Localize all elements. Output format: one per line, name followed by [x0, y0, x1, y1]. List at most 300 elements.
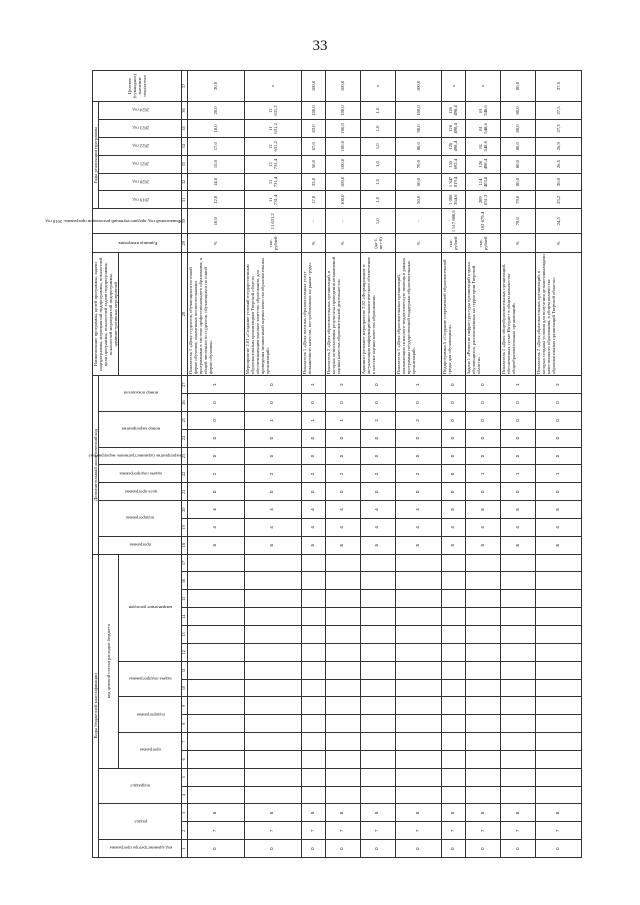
code-cell	[465, 590, 500, 608]
row-unit: %	[187, 234, 244, 253]
code-cell	[536, 554, 582, 572]
code-cell: 0	[360, 483, 395, 501]
row-year-value: 100,0	[325, 173, 360, 191]
code-cell: 0	[465, 394, 500, 412]
table-row	[360, 71, 395, 858]
code-cell	[536, 572, 582, 590]
row-year-value: 155 692,4	[441, 155, 465, 173]
column-number: 14	[182, 608, 188, 626]
code-cell: 5	[441, 536, 465, 554]
row-fin-year: 11 631,2	[244, 209, 301, 234]
header-group-activity: Дополнительный аналитический код	[93, 376, 99, 554]
code-cell	[501, 590, 536, 608]
code-cell: 2	[360, 411, 395, 429]
row-year-value: 33,0	[301, 173, 325, 191]
code-cell	[244, 608, 301, 626]
code-cell	[360, 554, 395, 572]
code-cell: 1	[301, 376, 325, 394]
row-target: х	[244, 71, 301, 102]
code-cell: 5	[465, 501, 500, 519]
code-cell: 4	[501, 518, 536, 536]
code-cell	[301, 768, 325, 786]
code-cell: 1	[244, 411, 301, 429]
code-cell: 0	[501, 394, 536, 412]
row-year-value: 20,0	[187, 102, 244, 120]
code-cell	[501, 661, 536, 679]
code-cell	[501, 554, 536, 572]
code-cell: 0	[244, 840, 301, 858]
code-cell	[395, 768, 441, 786]
code-cell: 0	[465, 376, 500, 394]
code-cell: 0	[441, 447, 465, 465]
row-year-value: 1,0	[360, 191, 395, 209]
code-cell: 4	[244, 518, 301, 536]
code-cell	[441, 697, 465, 715]
code-cell	[441, 572, 465, 590]
code-cell: 0	[536, 483, 582, 501]
row-name: Подпрограмма 5 «Создание современной образовательной среды для обучающихся»	[441, 253, 465, 376]
code-cell	[501, 768, 536, 786]
row-year-value: 11 631,2	[244, 137, 301, 155]
code-cell	[360, 643, 395, 661]
column-number: 9	[182, 697, 188, 715]
row-fin-year: -	[395, 209, 441, 234]
code-cell: 5	[395, 804, 441, 822]
row-unit: %	[301, 234, 325, 253]
code-cell	[501, 608, 536, 626]
row-year-value: 70,0	[395, 155, 441, 173]
code-cell	[360, 626, 395, 644]
code-cell	[187, 733, 244, 751]
header-indicator-no: номер показателя	[99, 376, 182, 412]
row-year-value: 1 347 819,4	[441, 173, 465, 191]
code-cell: 0	[244, 447, 301, 465]
table-body	[187, 71, 581, 858]
code-cell	[501, 643, 536, 661]
table-row	[325, 71, 360, 858]
code-cell: 1	[501, 376, 536, 394]
row-year-value: 11 731,4	[244, 191, 301, 209]
code-cell	[244, 786, 301, 804]
code-cell	[244, 697, 301, 715]
row-year-value: 11 631,2	[244, 102, 301, 120]
row-year-value: 26,9	[536, 137, 582, 155]
header-admin: код администратора программы	[99, 840, 182, 858]
row-target: 27,5	[536, 71, 582, 102]
code-cell	[360, 768, 395, 786]
row-name: Административное мероприятие 2.02 «Формирование и актуализация информационно-аналитического обеспечения в системе оценки качества образования»	[360, 253, 395, 376]
code-cell: 4	[244, 501, 301, 519]
column-number: 35	[182, 120, 188, 138]
column-number: 31	[182, 191, 188, 209]
code-cell: 5	[395, 536, 441, 554]
code-cell	[465, 643, 500, 661]
row-name: Показатель 2 «Доля образовательных организаций, в которых использованы результаты проведения независимой оценки качества образовательной деятельности»	[325, 253, 360, 376]
row-year-value: 80,0	[501, 120, 536, 138]
code-cell	[244, 733, 301, 751]
code-cell: 2	[187, 465, 244, 483]
column-number: 7	[182, 733, 188, 751]
row-year-value: 17,0	[187, 137, 244, 155]
code-cell: 4	[536, 518, 582, 536]
row-target: х	[360, 71, 395, 102]
row-year-value: 67,0	[301, 137, 325, 155]
code-cell	[360, 750, 395, 768]
code-cell: 5	[325, 536, 360, 554]
column-number: 24	[182, 429, 188, 447]
header-goal: цель программы	[99, 483, 182, 501]
code-cell	[244, 554, 301, 572]
code-cell	[501, 679, 536, 697]
row-year-value: 100,0	[325, 155, 360, 173]
code-cell	[244, 679, 301, 697]
code-cell: 4	[395, 518, 441, 536]
column-number: 20	[182, 501, 188, 519]
column-number: 1	[182, 840, 188, 858]
code-cell: 0	[441, 376, 465, 394]
code-cell: 4	[187, 518, 244, 536]
code-cell: 4	[465, 518, 500, 536]
code-cell	[441, 590, 465, 608]
code-cell	[441, 554, 465, 572]
code-cell	[360, 661, 395, 679]
code-cell: 2	[536, 376, 582, 394]
code-cell	[325, 643, 360, 661]
code-cell: 0	[395, 429, 441, 447]
row-year-value: 14,0	[187, 173, 244, 191]
row-name: Показатель 1 «Доля образовательных организаций, оказывающих психолого-педагогическую помощь в рамках программы государственной поддержки образовательных организаций»	[395, 253, 441, 376]
code-cell	[360, 572, 395, 590]
code-cell	[395, 679, 441, 697]
code-cell: 1	[325, 411, 360, 429]
code-cell: 4	[325, 518, 360, 536]
code-cell	[501, 626, 536, 644]
code-cell: 4	[187, 501, 244, 519]
row-fin-year: 1,0	[360, 209, 395, 234]
row-year-value: 80,0	[501, 155, 536, 173]
code-cell: 0	[187, 429, 244, 447]
code-cell: 5	[325, 804, 360, 822]
code-cell: 5	[536, 536, 582, 554]
code-cell: 0	[441, 411, 465, 429]
table-row	[301, 71, 325, 858]
row-year-value: 26,5	[536, 155, 582, 173]
code-cell	[536, 643, 582, 661]
code-cell	[187, 572, 244, 590]
code-cell: 0	[360, 840, 395, 858]
code-cell	[325, 661, 360, 679]
column-number: 22	[182, 465, 188, 483]
code-cell	[325, 750, 360, 768]
code-cell	[395, 643, 441, 661]
code-cell: 5	[360, 536, 395, 554]
header-section: раздел	[99, 804, 182, 840]
code-cell: 5	[441, 804, 465, 822]
code-cell: 5	[536, 804, 582, 822]
code-cell: 0	[187, 483, 244, 501]
row-unit: тыс. рублей	[244, 234, 301, 253]
code-cell	[244, 590, 301, 608]
header-measure: мероприятие (административное мероприятие)	[99, 447, 182, 465]
code-cell	[325, 697, 360, 715]
code-cell: 4	[301, 518, 325, 536]
code-cell	[187, 554, 244, 572]
code-cell: 2	[325, 376, 360, 394]
code-cell	[395, 750, 441, 768]
column-number: 3	[182, 804, 188, 822]
code-cell: 0	[536, 429, 582, 447]
code-cell	[301, 733, 325, 751]
code-cell	[301, 554, 325, 572]
row-year-value: 50,0	[301, 155, 325, 173]
code-cell	[441, 608, 465, 626]
code-cell: 5	[187, 804, 244, 822]
code-cell: 7	[360, 822, 395, 840]
row-name: Показатель 1 «Доля общеобразовательных организаций, обеспеченных сетью Интернет в общем количестве общеобразовательных организаций»	[501, 253, 536, 376]
code-cell: 5	[244, 804, 301, 822]
row-year-value: 12,0	[187, 191, 244, 209]
code-cell: 0	[501, 411, 536, 429]
code-cell	[395, 715, 441, 733]
row-year-value: 114 403,8	[465, 173, 500, 191]
code-cell	[301, 590, 325, 608]
code-cell	[536, 697, 582, 715]
row-year-value: 80,0	[395, 137, 441, 155]
code-cell: 0	[536, 447, 582, 465]
code-cell: 4	[360, 518, 395, 536]
row-year-value: 11 631,2	[244, 120, 301, 138]
row-year-value: 79,0	[501, 191, 536, 209]
row-year-value: 80,0	[501, 173, 536, 191]
code-cell: 7	[244, 822, 301, 840]
code-cell: 0	[465, 447, 500, 465]
code-cell	[536, 715, 582, 733]
code-cell: 0	[325, 483, 360, 501]
code-cell: 1	[536, 465, 582, 483]
code-cell: 5	[244, 536, 301, 554]
code-cell: 2	[325, 465, 360, 483]
code-cell	[465, 679, 500, 697]
code-cell: 1	[501, 465, 536, 483]
code-cell: 0	[301, 840, 325, 858]
code-cell	[325, 715, 360, 733]
row-unit: (да-1, нет-0)	[360, 234, 395, 253]
row-year-value: 17,0	[301, 191, 325, 209]
code-cell: 7	[395, 822, 441, 840]
code-cell: 7	[536, 822, 582, 840]
code-cell	[244, 626, 301, 644]
code-cell	[244, 768, 301, 786]
code-cell	[441, 626, 465, 644]
row-fin-year: 10,0	[187, 209, 244, 234]
code-cell: 7	[465, 822, 500, 840]
row-unit: тыс. рублей	[465, 234, 500, 253]
code-cell: 0	[465, 411, 500, 429]
row-target: х	[465, 71, 500, 102]
row-year-value: 100,0	[301, 102, 325, 120]
code-cell	[325, 554, 360, 572]
code-cell: 0	[301, 394, 325, 412]
column-number: 6	[182, 750, 188, 768]
code-cell	[395, 786, 441, 804]
row-year-value: 126 498,4	[441, 120, 465, 138]
column-number: 25	[182, 411, 188, 429]
code-cell: 0	[187, 840, 244, 858]
code-cell: 5	[465, 536, 500, 554]
code-cell	[187, 786, 244, 804]
code-cell: 0	[325, 429, 360, 447]
column-number: 5	[182, 768, 188, 786]
column-number: 23	[182, 447, 188, 465]
code-cell: 5	[501, 536, 536, 554]
code-cell: 1	[395, 376, 441, 394]
code-cell: 5	[501, 804, 536, 822]
code-cell: 0	[325, 447, 360, 465]
code-cell	[325, 608, 360, 626]
column-number: 10	[182, 679, 188, 697]
code-cell: 7	[441, 822, 465, 840]
row-year-value: 18,0	[187, 120, 244, 138]
column-number: 12	[182, 643, 188, 661]
code-cell: 0	[465, 840, 500, 858]
table-row	[501, 71, 536, 858]
code-cell	[536, 768, 582, 786]
row-year-value: 11 731,4	[244, 155, 301, 173]
row-name: Показатель 2 «Доля образовательных организаций, в которых созданы условия для получения детьми-инвалидами качественного образования, в общем количестве образовательных организаций Тверской области»	[536, 253, 582, 376]
code-cell	[501, 715, 536, 733]
header-program: программа	[99, 536, 182, 554]
header-row-sub	[99, 71, 119, 858]
row-year-value: 25,2	[536, 191, 582, 209]
code-cell: 2	[360, 465, 395, 483]
code-cell: 0	[536, 840, 582, 858]
table-row	[536, 71, 582, 858]
code-cell	[465, 768, 500, 786]
code-cell: 0	[441, 840, 465, 858]
code-cell: 1	[187, 376, 244, 394]
code-cell: 0	[244, 429, 301, 447]
code-cell	[187, 750, 244, 768]
code-cell	[465, 733, 500, 751]
code-cell: 0	[465, 429, 500, 447]
row-year-value: 81 548,6	[465, 120, 500, 138]
code-cell	[501, 572, 536, 590]
row-fin-year: 162 679,4	[465, 209, 500, 234]
code-cell	[465, 626, 500, 644]
column-number: 34	[182, 137, 188, 155]
row-year-value: 83,0	[301, 120, 325, 138]
rotated-program-table	[45, 70, 568, 858]
code-cell	[501, 733, 536, 751]
code-cell	[441, 768, 465, 786]
header-col-expense: направление расходов	[119, 554, 182, 661]
code-cell: 0	[395, 483, 441, 501]
code-cell	[301, 626, 325, 644]
row-year-value: 81 548,6	[465, 102, 500, 120]
code-cell: 0	[187, 447, 244, 465]
code-cell	[244, 715, 301, 733]
code-cell	[465, 697, 500, 715]
code-cell: 0	[465, 483, 500, 501]
code-cell: 5	[187, 536, 244, 554]
code-cell: 0	[395, 840, 441, 858]
code-cell: 2	[395, 411, 441, 429]
code-cell	[301, 661, 325, 679]
row-year-value: 126 498,4	[441, 102, 465, 120]
code-cell	[244, 750, 301, 768]
code-cell: 0	[301, 447, 325, 465]
code-cell	[325, 626, 360, 644]
code-cell	[325, 768, 360, 786]
code-cell: 0	[441, 394, 465, 412]
code-cell	[301, 643, 325, 661]
header-year-2023: 2023 год	[99, 120, 182, 138]
code-cell	[187, 608, 244, 626]
code-cell	[465, 572, 500, 590]
code-cell	[465, 608, 500, 626]
code-cell	[301, 572, 325, 590]
column-number: 30	[182, 209, 188, 234]
header-group-codes: Коды бюджетной классификации	[93, 554, 99, 857]
code-cell: 5	[501, 501, 536, 519]
row-fin-year: 24,5	[536, 209, 582, 234]
row-year-value: 60,0	[395, 173, 441, 191]
row-year-value: 90,0	[395, 120, 441, 138]
row-year-value: 1,0	[360, 137, 395, 155]
column-number: 29	[182, 234, 188, 253]
code-cell: 7	[187, 822, 244, 840]
code-cell	[501, 750, 536, 768]
row-name: Показатель 1 «Доля студентов, обучающихся по очной форме обучения, охваченных воспитательными программами в системе профессионального образования, к общей численности студентов, обучающихся по очной форме обучения»	[187, 253, 244, 376]
row-year-value: 100,0	[325, 102, 360, 120]
row-year-value: 1,0	[360, 120, 395, 138]
code-cell: 5	[301, 804, 325, 822]
code-cell	[360, 697, 395, 715]
page-number: 33	[312, 38, 328, 54]
code-cell	[360, 786, 395, 804]
code-cell	[441, 679, 465, 697]
code-cell: 0	[395, 394, 441, 412]
column-number: 18	[182, 536, 188, 554]
code-cell: 0	[501, 483, 536, 501]
code-cell: 4	[301, 501, 325, 519]
code-cell: 0	[360, 447, 395, 465]
column-number: 11	[182, 661, 188, 679]
code-cell	[301, 786, 325, 804]
code-cell	[325, 590, 360, 608]
header-task: задача подпрограммы	[99, 465, 182, 483]
table-row	[244, 71, 301, 858]
row-year-value: 209 051,3	[465, 191, 500, 209]
code-cell	[187, 768, 244, 786]
row-year-value: 80,0	[501, 102, 536, 120]
row-target: 100,0	[325, 71, 360, 102]
code-cell	[301, 697, 325, 715]
code-cell: 0	[441, 429, 465, 447]
code-cell	[395, 590, 441, 608]
code-cell	[536, 786, 582, 804]
row-target: х	[441, 71, 465, 102]
row-year-value: 80,0	[501, 137, 536, 155]
code-cell: 0	[187, 394, 244, 412]
code-cell	[301, 608, 325, 626]
code-cell	[325, 679, 360, 697]
code-cell	[536, 590, 582, 608]
row-name: Показатель 1 «Доля платных образовательных услуг повышенного качества, востребованных на рынке труда»	[301, 253, 325, 376]
code-cell	[441, 643, 465, 661]
code-cell	[441, 661, 465, 679]
code-cell: 2	[395, 465, 441, 483]
